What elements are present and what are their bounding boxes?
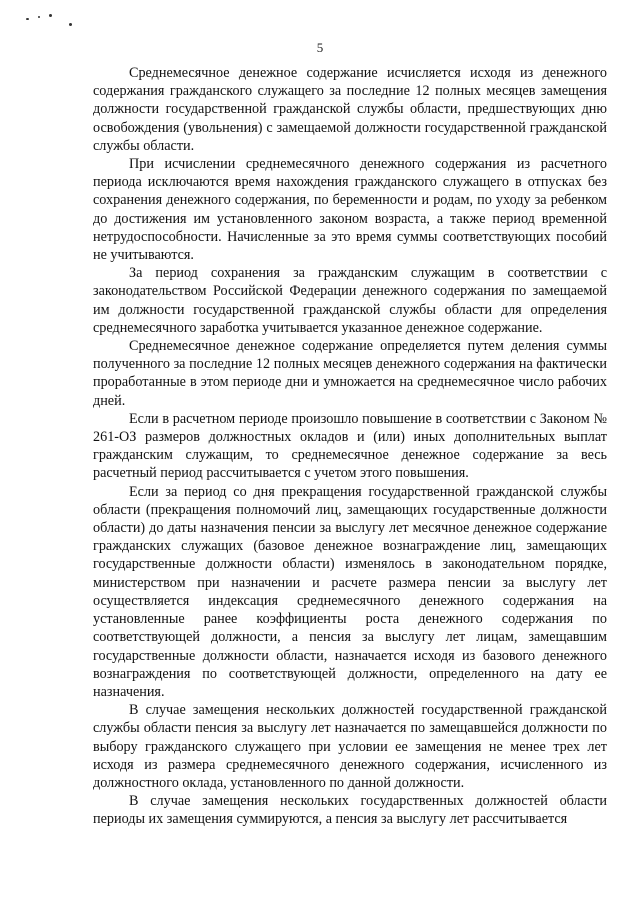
paragraph: Среднемесячное денежное содержание исчисляется исходя из денежного содержания гражданского служащего за последние 12 полных месяцев замещения должности государственной гражданской службы области, предшествующих дню освобождения (увольнения) с замещаемой должности государственной гражданской службы области. xyxy=(93,65,607,154)
document-body xyxy=(93,64,607,829)
paragraph: Если в расчетном периоде произошло повышение в соответствии с Законом № 261-ОЗ размеров должностных окладов и (или) иных дополнительных выплат гражданским служащим, то среднемесячное денежное содержание за весь расчетный период рассчитывается с учетом этого повышения. xyxy=(93,410,607,482)
paragraph: Среднемесячное денежное содержание определяется путем деления суммы полученного за последние 12 полных месяцев денежного содержания на фактически проработанные в этом периоде дни и умножается на среднемесячное число рабочих дней. xyxy=(93,338,607,409)
paragraph: При исчислении среднемесячного денежного содержания из расчетного периода исключаются время нахождения гражданского служащего в отпусках без сохранения денежного содержания, по беременности и родам, по уходу за ребенком до достижения им установленного законом возраста, а также период временной нетрудоспособности. Начисленные за это время суммы соответствующих пособий не учитываются. xyxy=(93,156,607,264)
paragraph: В случае замещения нескольких должностей государственной гражданской службы области пенсия за выслугу лет назначается по замещавшейся должности по выбору гражданского служащего при условии ее замещения не менее трех лет исходя из размера среднемесячного денежного содержания, исчисленного из должностного оклада, установленного по данной должности. xyxy=(93,702,607,791)
paragraph: Если за период со дня прекращения государственной гражданской службы области (прекращения полномочий лиц, замещающих государственные должности области) до даты назначения пенсии за выслугу лет месячное денежное содержание гражданских служащих (базовое денежное вознаграждение лиц, замещающих государственные должности области) изменялось в законодательном порядке, министерством при назначении и расчете размера пенсии за выслугу лет осуществляется индексация среднемесячного денежного содержания на установленные ранее коэффициенты роста денежного содержания по соответствующей должности, а пенсия за выслугу лет лицам, замещавшим государственные должности области, назначается исходя из базового денежного вознаграждения по соответствующей должности, определенного на дату ее назначения. xyxy=(93,483,607,700)
scan-artifact-marks xyxy=(22,10,82,30)
paragraph: В случае замещения нескольких государственных должностей области периоды их замещения суммируются, а пенсия за выслугу лет рассчитывается xyxy=(93,793,607,828)
page-number: 5 xyxy=(316,40,324,55)
paragraph: За период сохранения за гражданским служащим в соответствии с законодательством Российской Федерации денежного содержания по замещаемой им должности государственной гражданской службы области для определения среднемесячного заработка учитывается указанное денежное содержание. xyxy=(93,265,607,336)
